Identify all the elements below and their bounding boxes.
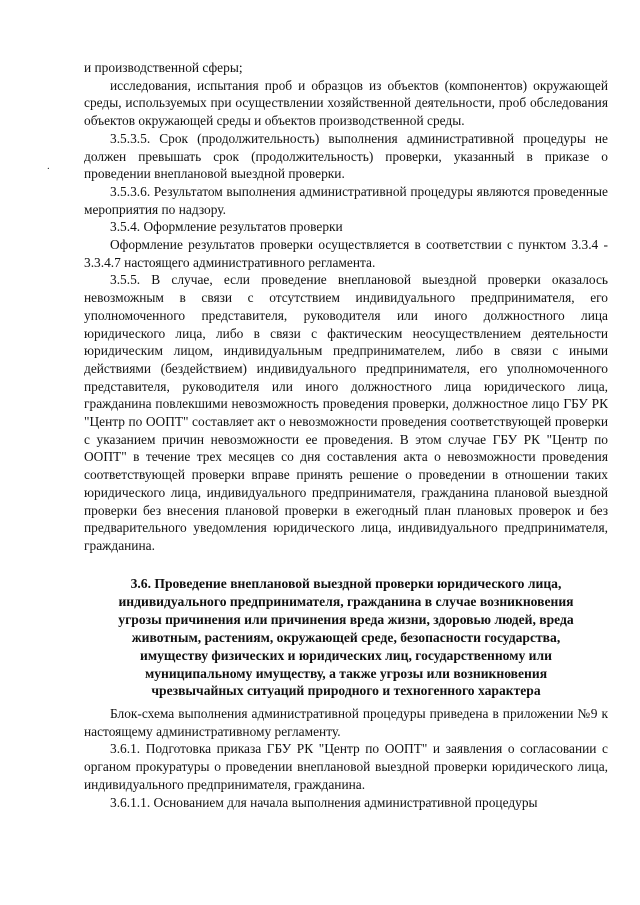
paragraph-research: исследования, испытания проб и образцов из объектов (компонентов) окружающей среды, используемых при осуществлении хозяйственной деятельности, проб обследования объектов окружающей среды и объектов производственной среды. [84,77,608,129]
section-heading-line: животным, растениям, окружающей среде, безопасности государства, [131,629,561,645]
body-text-top [84,59,608,555]
section-3-6-heading [96,575,596,700]
paragraph-3-5-3-5: 3.5.3.5. Срок (продолжительность) выполнения административной процедуры не должен превышать срок (продолжительность) проверки, указанный в приказе о проведении внеплановой выездной проверки. [84,130,608,182]
paragraph-3-6-1-1: 3.6.1.1. Основанием для начала выполнения административной процедуры [110,794,538,810]
section-heading-line: угрозы причинения или причинения вреда жизни, здоровью людей, вреда [118,611,574,627]
paragraph-results-formatting: Оформление результатов проверки осуществляется в соответствии с пунктом 3.3.4 - 3.3.4.7 настоящего административного регламента. [84,237,608,270]
paragraph-intro-tail: и производственной сферы; [84,60,243,75]
section-heading-line: чрезвычайных ситуаций природного и техногенного характера [151,683,541,699]
section-heading-line: 3.6. Проведение внеплановой выездной проверки юридического лица, [130,576,562,591]
section-heading-line: муниципальному имуществу, а также угрозы или возникновения [144,665,548,681]
paragraph-3-5-4-heading: 3.5.4. Оформление результатов проверки [110,219,343,235]
paragraph-3-5-5: 3.5.5. В случае, если проведение внеплановой выездной проверки оказалось невозможным в связи с отсутствием индивидуального предпринимателя, его уполномоченного представителя, руководителя или иного должностного лица юридического лица, либо в связи с фактическим неосуществлением деятельности юридическим лицом, индивидуальным предпринимателем, либо в связи с иными действиями (бездействием) индивидуального предпринимателя, его уполномоченного представителя, руководителя или иного должностного лица юридического лица, гражданина повлекшими невозможность проведения проверки, должностное лицо ГБУ РК "Центр по ООПТ" составляет акт о невозможности проведения соответствующей проверки с указанием причин невозможности ее проведения. В этом случае ГБУ РК "Центр по ООПТ" в течение трех месяцев со дня составления акта о невозможности проведения соответствующей проверки вправе принять решение о проведении в отношении таких юридического лица, индивидуального предпринимателя, гражданина плановой выездной проверки без внесения плановой проверки в ежегодный план плановых проверок и без предварительного уведомления юридического лица, индивидуального предпринимателя, гражданина. [84,272,608,553]
section-heading-line: индивидуального предпринимателя, гражданина в случае возникновения [118,593,574,609]
paragraph-3-6-1: 3.6.1. Подготовка приказа ГБУ РК "Центр по ООПТ" и заявления о согласовании с органом прокуратуры о проведении внеплановой выездной проверки юридического лица, индивидуального предпринимателя, гражданина. [84,741,608,792]
section-heading-line: имуществу физических и юридических лиц, государственному или [140,647,552,663]
paragraph-flowchart-ref: Блок-схема выполнения административной процедуры приведена в приложении №9 к настоящему административному регламенту. [84,706,608,739]
body-text-bottom [84,705,608,811]
margin-mark: . [47,160,50,172]
paragraph-3-5-3-6: 3.5.3.6. Результатом выполнения административной процедуры являются проведенные мероприятия по надзору. [84,183,608,217]
